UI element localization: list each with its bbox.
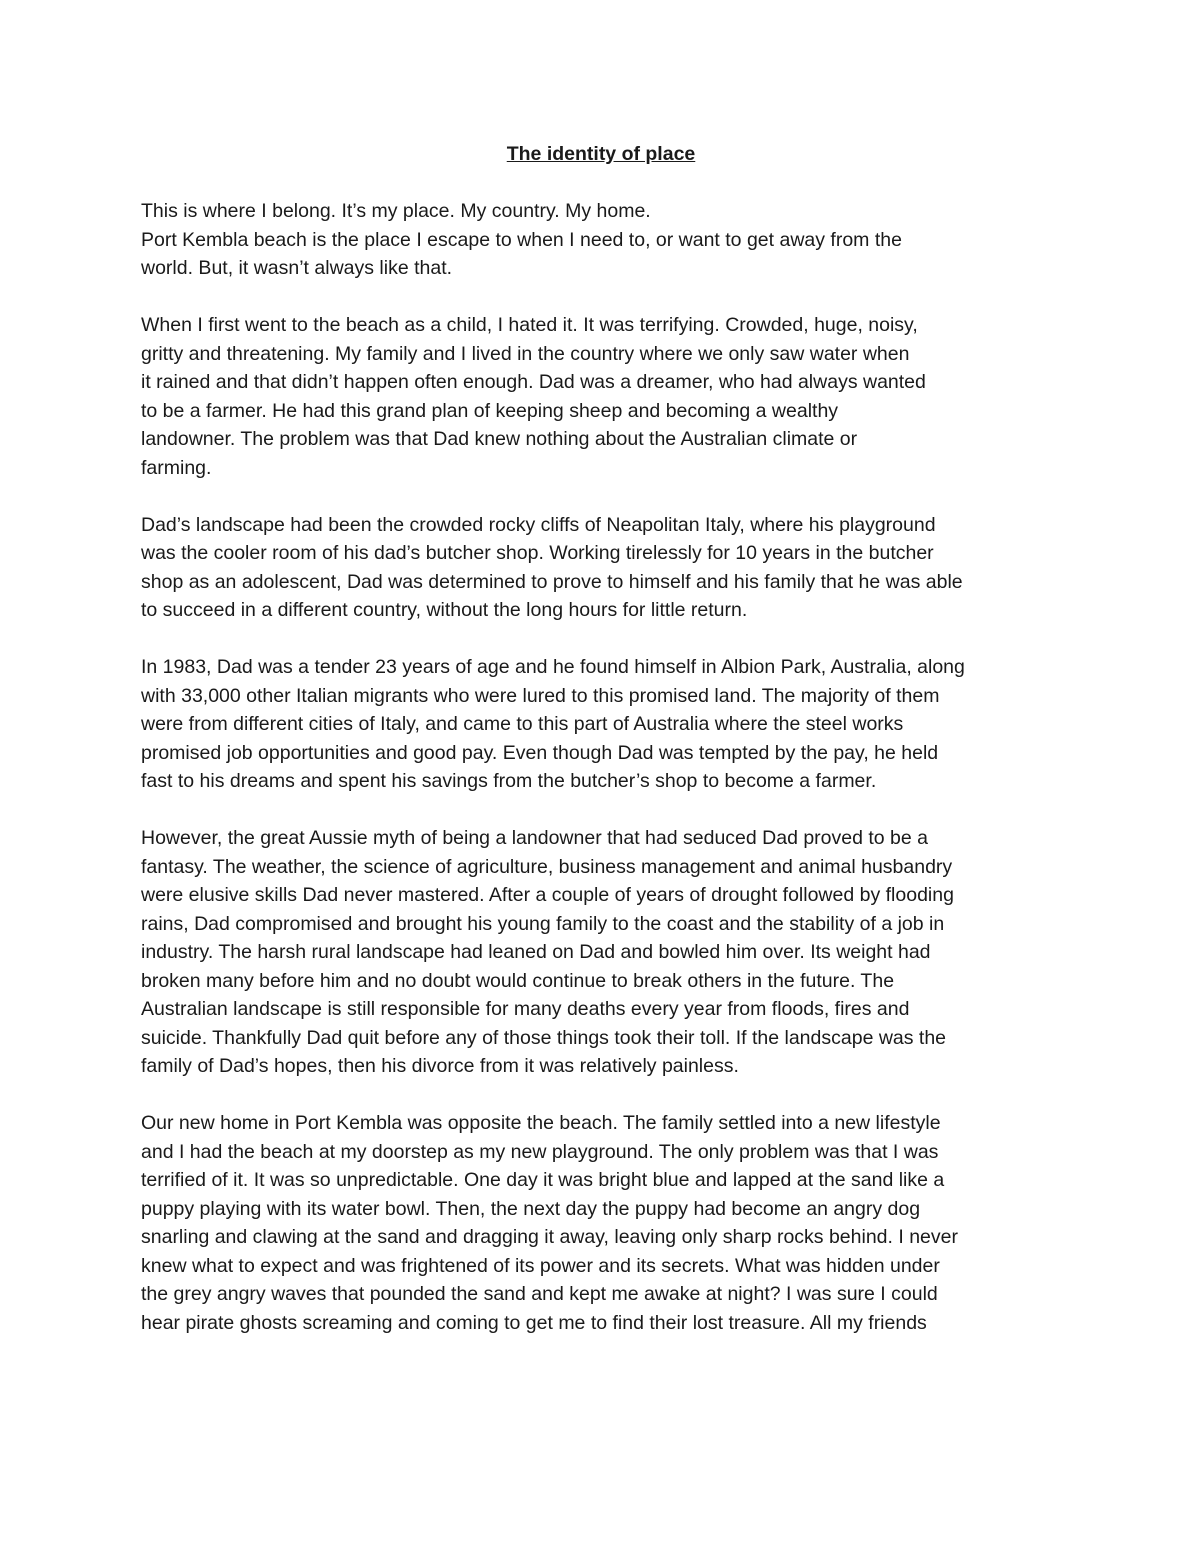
text-line: and I had the beach at my doorstep as my new playground. The only problem was that I was [141,1140,939,1163]
text-line: were from different cities of Italy, and came to this part of Australia where the steel works [141,713,904,735]
paragraph-4 [141,653,1061,796]
text-line: to succeed in a different country, without the long hours for little return. [141,599,748,621]
paragraph-1 [141,197,1061,283]
text-line: hear pirate ghosts screaming and coming to get me to find their lost treasure. All my friends [141,1311,927,1334]
text-line: world. But, it wasn’t always like that. [141,257,453,279]
text-line: were elusive skills Dad never mastered. After a couple of years of drought followed by flooding [141,884,954,906]
text-line: Dad’s landscape had been the crowded rocky cliffs of Neapolitan Italy, where his playground [141,513,936,536]
text-line: rains, Dad compromised and brought his young family to the coast and the stability of a job in [141,912,945,935]
paragraph-3 [141,511,1061,625]
paragraph-5 [141,824,1061,1081]
text-line: was the cooler room of his dad’s butcher shop. Working tirelessly for 10 years in the butcher [141,542,934,564]
text-line: Australian landscape is still responsible for many deaths every year from floods, fires and [141,998,910,1020]
text-line: the grey angry waves that pounded the sand and kept me awake at night? I was sure I could [141,1283,938,1305]
text-line: When I first went to the beach as a child, I hated it. It was terrifying. Crowded, huge, noisy, [141,314,918,336]
text-line: industry. The harsh rural landscape had leaned on Dad and bowled him over. Its weight had [141,941,931,963]
text-line: with 33,000 other Italian migrants who were lured to this promised land. The majority of them [141,684,940,707]
paragraph-container [141,197,1061,1337]
text-line: fast to his dreams and spent his savings from the butcher’s shop to become a farmer. [141,770,877,792]
text-line: shop as an adolescent, Dad was determined to prove to himself and his family that he was able [141,570,963,593]
text-line: terrified of it. It was so unpredictable. One day it was bright blue and lapped at the sand like a [141,1169,945,1191]
text-line: puppy playing with its water bowl. Then, the next day the puppy had become an angry dog [141,1197,921,1220]
text-line: landowner. The problem was that Dad knew nothing about the Australian climate or [141,428,858,450]
text-line: promised job opportunities and good pay. Even though Dad was tempted by the pay, he held [141,741,939,764]
text-line: suicide. Thankfully Dad quit before any of those things took their toll. If the landscape was the [141,1026,947,1049]
text-line: to be a farmer. He had this grand plan of keeping sheep and becoming a wealthy [141,399,839,422]
text-line: broken many before him and no doubt would continue to break others in the future. The [141,969,895,992]
text-line: family of Dad’s hopes, then his divorce from it was relatively painless. [141,1055,739,1077]
text-line: fantasy. The weather, the science of agriculture, business management and animal husbandry [141,855,953,878]
text-line: gritty and threatening. My family and I lived in the country where we only saw water when [141,342,910,365]
text-line: However, the great Aussie myth of being a landowner that had seduced Dad proved to be a [141,827,929,849]
paragraph-6 [141,1109,1061,1337]
document-title: The identity of place [506,143,696,165]
text-line: Our new home in Port Kembla was opposite the beach. The family settled into a new lifestyle [141,1112,941,1134]
paragraph-2 [141,311,1061,482]
text-line: farming. [141,456,212,479]
text-line: In 1983, Dad was a tender 23 years of age and he found himself in Albion Park, Australia, along [141,656,965,678]
text-line: knew what to expect and was frightened of its power and its secrets. What was hidden under [141,1254,940,1277]
text-line: This is where I belong. It’s my place. My country. My home. [141,200,651,222]
text-line: it rained and that didn’t happen often enough. Dad was a dreamer, who had always wanted [141,371,926,393]
text-line: Port Kembla beach is the place I escape to when I need to, or want to get away from the [141,228,902,251]
text-line: snarling and clawing at the sand and dragging it away, leaving only sharp rocks behind. I never [141,1226,958,1248]
document-body [141,140,1061,1366]
